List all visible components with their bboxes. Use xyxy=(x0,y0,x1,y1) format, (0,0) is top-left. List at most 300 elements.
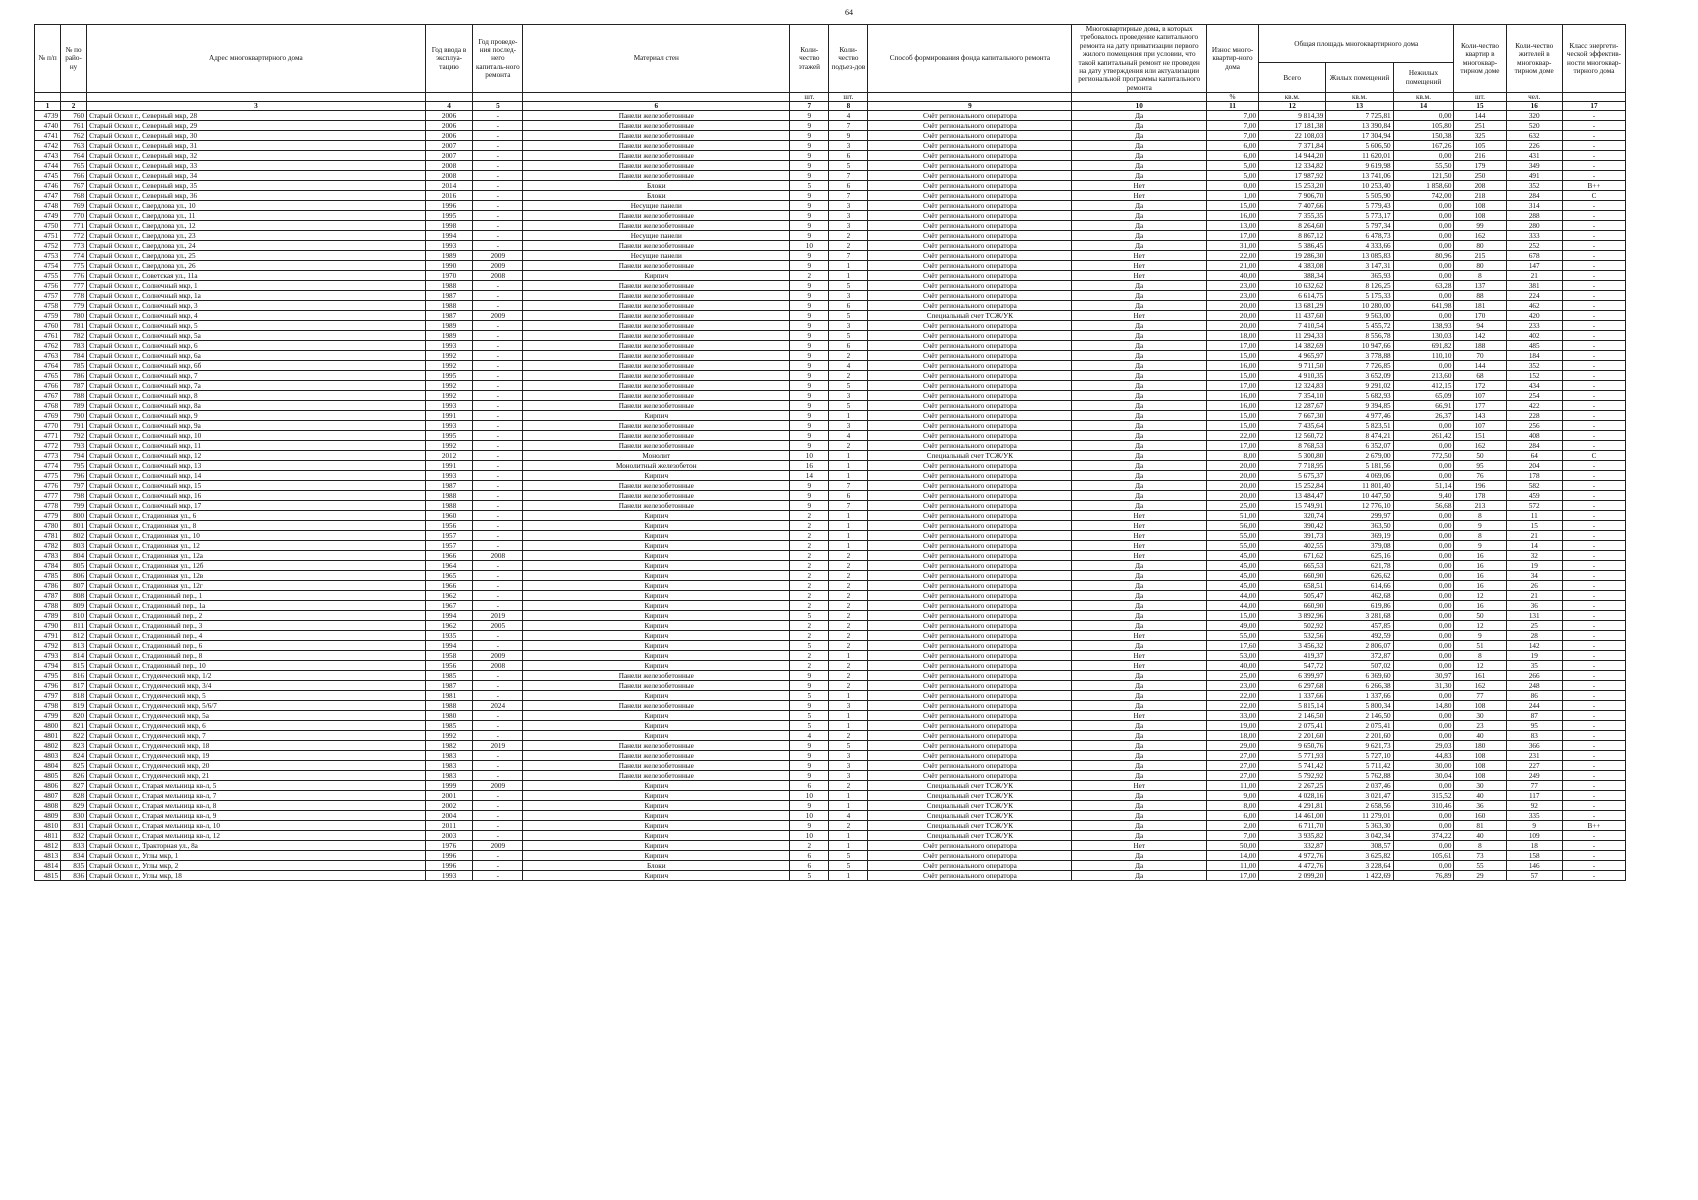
cell-fund-method: Счёт регионального оператора xyxy=(868,441,1072,451)
cell-entrances: 3 xyxy=(829,391,868,401)
cell-wear: 5,00 xyxy=(1206,161,1258,171)
cell-district-number: 829 xyxy=(61,801,87,811)
table-row xyxy=(35,191,1626,201)
table-row xyxy=(35,521,1626,531)
cell-entrances: 3 xyxy=(829,221,868,231)
cell-entrances: 3 xyxy=(829,701,868,711)
cell-area-nonresidential: 30,97 xyxy=(1393,671,1454,681)
cell-year-built: 2012 xyxy=(425,451,473,461)
cell-year-built: 1967 xyxy=(425,601,473,611)
cell-wear: 25,00 xyxy=(1206,501,1258,511)
cell-address: Старый Оскол г., Северный мкр, 29 xyxy=(87,121,426,131)
cell-energy-class: - xyxy=(1562,461,1625,471)
cell-residents: 572 xyxy=(1506,501,1562,511)
cell-residents: 462 xyxy=(1506,301,1562,311)
cell-last-repair-year: - xyxy=(473,531,523,541)
cell-area-total: 3 456,32 xyxy=(1259,641,1326,651)
cell-last-repair-year: - xyxy=(473,501,523,511)
cell-entrances: 2 xyxy=(829,551,868,561)
header-row-number: № п/п xyxy=(35,25,61,93)
cell-address: Старый Оскол г., Стадионная ул., 12 xyxy=(87,541,426,551)
cell-area-residential: 625,16 xyxy=(1326,551,1393,561)
cell-district-number: 791 xyxy=(61,421,87,431)
cell-residents: 632 xyxy=(1506,131,1562,141)
cell-last-repair-year: - xyxy=(473,491,523,501)
cell-entrances: 6 xyxy=(829,341,868,351)
cell-area-nonresidential: 0,00 xyxy=(1393,621,1454,631)
cell-apartments: 144 xyxy=(1454,361,1506,371)
cell-area-nonresidential: 0,00 xyxy=(1393,711,1454,721)
cell-address: Старый Оскол г., Солнечный мкр, 9 xyxy=(87,411,426,421)
cell-year-built: 1958 xyxy=(425,651,473,661)
cell-area-total: 5 300,80 xyxy=(1259,451,1326,461)
cell-district-number: 768 xyxy=(61,191,87,201)
cell-address: Старый Оскол г., Северный мкр, 32 xyxy=(87,151,426,161)
cell-entrances: 6 xyxy=(829,301,868,311)
cell-area-residential: 5 762,88 xyxy=(1326,771,1393,781)
cell-area-total: 9 711,50 xyxy=(1259,361,1326,371)
cell-wear: 23,00 xyxy=(1206,681,1258,691)
cell-area-residential: 2 806,07 xyxy=(1326,641,1393,651)
cell-fund-method: Счёт регионального оператора xyxy=(868,461,1072,471)
cell-wall-material: Кирпич xyxy=(523,791,790,801)
cell-area-nonresidential: 80,96 xyxy=(1393,251,1454,261)
cell-energy-class: - xyxy=(1562,711,1625,721)
cell-wear: 6,00 xyxy=(1206,141,1258,151)
cell-area-total: 4 028,16 xyxy=(1259,791,1326,801)
cell-year-built: 1993 xyxy=(425,241,473,251)
cell-district-number: 770 xyxy=(61,211,87,221)
cell-wall-material: Кирпич xyxy=(523,711,790,721)
cell-entrances: 2 xyxy=(829,661,868,671)
cell-row-number: 4769 xyxy=(35,411,61,421)
table-row xyxy=(35,421,1626,431)
cell-address: Старый Оскол г., Студенческий мкр, 5/6/7 xyxy=(87,701,426,711)
cell-area-residential: 369,19 xyxy=(1326,531,1393,541)
cell-address: Старый Оскол г., Солнечный мкр, 10 xyxy=(87,431,426,441)
cell-wear: 1,00 xyxy=(1206,191,1258,201)
cell-area-total: 7 407,66 xyxy=(1259,201,1326,211)
cell-district-number: 765 xyxy=(61,161,87,171)
cell-floors: 6 xyxy=(790,861,829,871)
cell-last-repair-year: - xyxy=(473,211,523,221)
cell-area-residential: 11 620,01 xyxy=(1326,151,1393,161)
cell-wear: 15,00 xyxy=(1206,611,1258,621)
cell-area-total: 419,37 xyxy=(1259,651,1326,661)
cell-residents: 109 xyxy=(1506,831,1562,841)
cell-wall-material: Панели железобетонные xyxy=(523,321,790,331)
cell-wall-material: Панели железобетонные xyxy=(523,431,790,441)
cell-wall-material: Кирпич xyxy=(523,581,790,591)
column-number: 1 xyxy=(35,102,61,111)
cell-floors: 5 xyxy=(790,181,829,191)
cell-entrances: 2 xyxy=(829,621,868,631)
cell-year-built: 1989 xyxy=(425,321,473,331)
cell-entrances: 1 xyxy=(829,471,868,481)
cell-area-residential: 5 455,72 xyxy=(1326,321,1393,331)
cell-area-nonresidential: 772,50 xyxy=(1393,451,1454,461)
cell-address: Старый Оскол г., Солнечный мкр, 6а xyxy=(87,351,426,361)
cell-area-total: 14 944,20 xyxy=(1259,151,1326,161)
cell-energy-class: - xyxy=(1562,871,1625,881)
cell-area-nonresidential: 0,00 xyxy=(1393,641,1454,651)
cell-address: Старый Оскол г., Студенческий мкр, 7 xyxy=(87,731,426,741)
table-row xyxy=(35,121,1626,131)
cell-address: Старый Оскол г., Солнечный мкр, 11 xyxy=(87,441,426,451)
cell-wall-material: Кирпич xyxy=(523,551,790,561)
cell-fund-method: Счёт регионального оператора xyxy=(868,611,1072,621)
table-row xyxy=(35,641,1626,651)
cell-address: Старый Оскол г., Студенческий мкр, 19 xyxy=(87,751,426,761)
cell-entrances: 2 xyxy=(829,591,868,601)
cell-row-number: 4770 xyxy=(35,421,61,431)
cell-floors: 9 xyxy=(790,311,829,321)
cell-wall-material: Панели железобетонные xyxy=(523,671,790,681)
cell-energy-class: - xyxy=(1562,311,1625,321)
cell-area-total: 7 410,54 xyxy=(1259,321,1326,331)
cell-floors: 9 xyxy=(790,171,829,181)
cell-area-total: 12 324,83 xyxy=(1259,381,1326,391)
cell-energy-class: - xyxy=(1562,111,1625,121)
cell-area-total: 5 675,37 xyxy=(1259,471,1326,481)
column-number: 16 xyxy=(1506,102,1562,111)
cell-address: Старый Оскол г., Стадионный пер., 8 xyxy=(87,651,426,661)
cell-year-built: 2008 xyxy=(425,161,473,171)
cell-address: Старый Оскол г., Солнечный мкр, 16 xyxy=(87,491,426,501)
cell-row-number: 4803 xyxy=(35,751,61,761)
cell-address: Старый Оскол г., Студенческий мкр, 5 xyxy=(87,691,426,701)
cell-area-residential: 4 977,46 xyxy=(1326,411,1393,421)
cell-repair-required: Нет xyxy=(1072,531,1207,541)
cell-area-residential: 17 304,94 xyxy=(1326,131,1393,141)
cell-area-total: 12 287,67 xyxy=(1259,401,1326,411)
cell-apartments: 172 xyxy=(1454,381,1506,391)
cell-row-number: 4800 xyxy=(35,721,61,731)
cell-floors: 2 xyxy=(790,541,829,551)
table-header xyxy=(35,25,1626,111)
cell-wall-material: Блоки xyxy=(523,861,790,871)
cell-repair-required: Нет xyxy=(1072,781,1207,791)
table-row xyxy=(35,281,1626,291)
cell-entrances: 7 xyxy=(829,251,868,261)
table-row xyxy=(35,471,1626,481)
cell-year-built: 1992 xyxy=(425,731,473,741)
cell-fund-method: Счёт регионального оператора xyxy=(868,371,1072,381)
cell-apartments: 196 xyxy=(1454,481,1506,491)
cell-row-number: 4756 xyxy=(35,281,61,291)
cell-floors: 9 xyxy=(790,671,829,681)
table-row xyxy=(35,731,1626,741)
cell-residents: 57 xyxy=(1506,871,1562,881)
cell-fund-method: Счёт регионального оператора xyxy=(868,401,1072,411)
cell-year-built: 1962 xyxy=(425,591,473,601)
cell-year-built: 1987 xyxy=(425,291,473,301)
cell-district-number: 826 xyxy=(61,771,87,781)
column-number: 7 xyxy=(790,102,829,111)
cell-area-nonresidential: 138,93 xyxy=(1393,321,1454,331)
cell-wall-material: Кирпич xyxy=(523,871,790,881)
cell-energy-class: - xyxy=(1562,631,1625,641)
cell-apartments: 108 xyxy=(1454,751,1506,761)
cell-wear: 17,00 xyxy=(1206,381,1258,391)
column-number: 12 xyxy=(1259,102,1326,111)
table-row xyxy=(35,871,1626,881)
cell-wear: 7,00 xyxy=(1206,131,1258,141)
cell-repair-required: Нет xyxy=(1072,261,1207,271)
cell-wear: 51,00 xyxy=(1206,511,1258,521)
cell-address: Старый Оскол г., Солнечный мкр, 6 xyxy=(87,341,426,351)
cell-area-total: 4 965,97 xyxy=(1259,351,1326,361)
cell-year-built: 1995 xyxy=(425,371,473,381)
cell-floors: 9 xyxy=(790,321,829,331)
cell-year-built: 1983 xyxy=(425,751,473,761)
cell-area-residential: 10 447,50 xyxy=(1326,491,1393,501)
cell-entrances: 5 xyxy=(829,401,868,411)
cell-district-number: 800 xyxy=(61,511,87,521)
cell-address: Старый Оскол г., Стадионная ул., 6 xyxy=(87,511,426,521)
cell-address: Старый Оскол г., Старая мельница кв-л, 5 xyxy=(87,781,426,791)
cell-repair-required: Да xyxy=(1072,801,1207,811)
cell-repair-required: Да xyxy=(1072,231,1207,241)
cell-residents: 288 xyxy=(1506,211,1562,221)
cell-area-total: 9 650,76 xyxy=(1259,741,1326,751)
cell-district-number: 797 xyxy=(61,481,87,491)
cell-repair-required: Нет xyxy=(1072,191,1207,201)
unit-area-residential: кв.м. xyxy=(1326,93,1393,102)
cell-area-total: 1 337,66 xyxy=(1259,691,1326,701)
cell-area-residential: 5 606,50 xyxy=(1326,141,1393,151)
cell-wall-material: Кирпич xyxy=(523,631,790,641)
cell-apartments: 325 xyxy=(1454,131,1506,141)
cell-district-number: 782 xyxy=(61,331,87,341)
cell-last-repair-year: - xyxy=(473,441,523,451)
cell-last-repair-year: - xyxy=(473,851,523,861)
table-row xyxy=(35,461,1626,471)
cell-entrances: 1 xyxy=(829,271,868,281)
cell-floors: 2 xyxy=(790,581,829,591)
cell-year-built: 2016 xyxy=(425,191,473,201)
cell-area-nonresidential: 0,00 xyxy=(1393,821,1454,831)
cell-last-repair-year: - xyxy=(473,171,523,181)
cell-repair-required: Да xyxy=(1072,351,1207,361)
cell-repair-required: Нет xyxy=(1072,251,1207,261)
cell-address: Старый Оскол г., Северный мкр, 33 xyxy=(87,161,426,171)
cell-repair-required: Да xyxy=(1072,161,1207,171)
cell-wear: 55,00 xyxy=(1206,531,1258,541)
cell-address: Старый Оскол г., Старая мельница кв-л, 7 xyxy=(87,791,426,801)
cell-wall-material: Кирпич xyxy=(523,411,790,421)
cell-fund-method: Счёт регионального оператора xyxy=(868,481,1072,491)
cell-year-built: 1957 xyxy=(425,541,473,551)
cell-area-total: 14 382,69 xyxy=(1259,341,1326,351)
cell-residents: 249 xyxy=(1506,771,1562,781)
cell-energy-class: - xyxy=(1562,251,1625,261)
cell-year-built: 2006 xyxy=(425,121,473,131)
cell-wall-material: Панели железобетонные xyxy=(523,131,790,141)
cell-energy-class: - xyxy=(1562,641,1625,651)
cell-wear: 25,00 xyxy=(1206,671,1258,681)
cell-wear: 13,00 xyxy=(1206,221,1258,231)
cell-repair-required: Да xyxy=(1072,281,1207,291)
register-sheet xyxy=(34,24,1626,881)
cell-entrances: 5 xyxy=(829,381,868,391)
cell-residents: 352 xyxy=(1506,181,1562,191)
cell-residents: 402 xyxy=(1506,331,1562,341)
cell-floors: 9 xyxy=(790,261,829,271)
cell-area-residential: 5 181,56 xyxy=(1326,461,1393,471)
cell-residents: 25 xyxy=(1506,621,1562,631)
cell-apartments: 144 xyxy=(1454,111,1506,121)
cell-area-total: 505,47 xyxy=(1259,591,1326,601)
cell-entrances: 4 xyxy=(829,431,868,441)
header-area-nonresidential: Нежилых помещений xyxy=(1393,63,1454,93)
table-row xyxy=(35,231,1626,241)
cell-row-number: 4805 xyxy=(35,771,61,781)
header-residents: Коли-чество жителей в многоквар-тирном доме xyxy=(1506,25,1562,93)
cell-entrances: 6 xyxy=(829,181,868,191)
cell-energy-class: - xyxy=(1562,611,1625,621)
cell-fund-method: Счёт регионального оператора xyxy=(868,661,1072,671)
cell-floors: 2 xyxy=(790,841,829,851)
cell-floors: 9 xyxy=(790,421,829,431)
cell-wall-material: Кирпич xyxy=(523,471,790,481)
cell-fund-method: Счёт регионального оператора xyxy=(868,321,1072,331)
cell-wear: 15,00 xyxy=(1206,411,1258,421)
cell-district-number: 787 xyxy=(61,381,87,391)
cell-row-number: 4786 xyxy=(35,581,61,591)
cell-address: Старый Оскол г., Солнечный мкр, 6б xyxy=(87,361,426,371)
cell-area-total: 671,62 xyxy=(1259,551,1326,561)
cell-area-residential: 5 363,30 xyxy=(1326,821,1393,831)
cell-repair-required: Да xyxy=(1072,491,1207,501)
cell-fund-method: Счёт регионального оператора xyxy=(868,691,1072,701)
cell-wear: 55,00 xyxy=(1206,631,1258,641)
column-number: 5 xyxy=(473,102,523,111)
cell-year-built: 2006 xyxy=(425,131,473,141)
cell-residents: 485 xyxy=(1506,341,1562,351)
cell-wear: 16,00 xyxy=(1206,401,1258,411)
cell-area-nonresidential: 0,00 xyxy=(1393,511,1454,521)
cell-area-residential: 5 711,42 xyxy=(1326,761,1393,771)
cell-fund-method: Счёт регионального оператора xyxy=(868,651,1072,661)
column-number: 11 xyxy=(1206,102,1258,111)
cell-fund-method: Счёт регионального оператора xyxy=(868,351,1072,361)
cell-wall-material: Панели железобетонные xyxy=(523,301,790,311)
column-numbers-row xyxy=(35,102,1626,111)
cell-wear: 23,00 xyxy=(1206,291,1258,301)
cell-district-number: 805 xyxy=(61,561,87,571)
cell-wear: 27,00 xyxy=(1206,751,1258,761)
cell-residents: 280 xyxy=(1506,221,1562,231)
cell-energy-class: - xyxy=(1562,551,1625,561)
cell-area-residential: 1 422,69 xyxy=(1326,871,1393,881)
cell-wear: 22,00 xyxy=(1206,431,1258,441)
cell-row-number: 4814 xyxy=(35,861,61,871)
cell-year-built: 1989 xyxy=(425,251,473,261)
cell-area-nonresidential: 0,00 xyxy=(1393,461,1454,471)
cell-floors: 10 xyxy=(790,811,829,821)
cell-area-total: 2 075,41 xyxy=(1259,721,1326,731)
cell-year-built: 1983 xyxy=(425,771,473,781)
cell-wear: 22,00 xyxy=(1206,251,1258,261)
cell-energy-class: - xyxy=(1562,381,1625,391)
cell-residents: 228 xyxy=(1506,411,1562,421)
cell-row-number: 4809 xyxy=(35,811,61,821)
cell-residents: 147 xyxy=(1506,261,1562,271)
cell-energy-class: - xyxy=(1562,851,1625,861)
cell-row-number: 4748 xyxy=(35,201,61,211)
cell-area-total: 402,55 xyxy=(1259,541,1326,551)
cell-apartments: 8 xyxy=(1454,511,1506,521)
cell-wall-material: Панели железобетонные xyxy=(523,341,790,351)
cell-area-total: 2 146,50 xyxy=(1259,711,1326,721)
cell-district-number: 813 xyxy=(61,641,87,651)
cell-area-residential: 9 619,98 xyxy=(1326,161,1393,171)
table-row xyxy=(35,141,1626,151)
cell-energy-class: - xyxy=(1562,441,1625,451)
cell-row-number: 4741 xyxy=(35,131,61,141)
cell-area-nonresidential: 110,10 xyxy=(1393,351,1454,361)
cell-repair-required: Да xyxy=(1072,761,1207,771)
cell-year-built: 1981 xyxy=(425,691,473,701)
cell-district-number: 785 xyxy=(61,361,87,371)
cell-residents: 19 xyxy=(1506,561,1562,571)
cell-row-number: 4773 xyxy=(35,451,61,461)
cell-year-built: 1989 xyxy=(425,331,473,341)
cell-wall-material: Кирпич xyxy=(523,781,790,791)
cell-last-repair-year: - xyxy=(473,161,523,171)
cell-area-total: 2 099,20 xyxy=(1259,871,1326,881)
cell-area-total: 7 354,10 xyxy=(1259,391,1326,401)
cell-district-number: 827 xyxy=(61,781,87,791)
cell-last-repair-year: - xyxy=(473,431,523,441)
cell-area-residential: 457,85 xyxy=(1326,621,1393,631)
cell-area-residential: 3 652,09 xyxy=(1326,371,1393,381)
cell-residents: 34 xyxy=(1506,571,1562,581)
cell-apartments: 16 xyxy=(1454,571,1506,581)
cell-residents: 83 xyxy=(1506,731,1562,741)
cell-area-residential: 462,68 xyxy=(1326,591,1393,601)
cell-year-built: 1993 xyxy=(425,471,473,481)
cell-wall-material: Панели железобетонные xyxy=(523,441,790,451)
cell-area-total: 15 253,20 xyxy=(1259,181,1326,191)
cell-fund-method: Счёт регионального оператора xyxy=(868,381,1072,391)
cell-floors: 9 xyxy=(790,301,829,311)
cell-repair-required: Да xyxy=(1072,301,1207,311)
cell-address: Старый Оскол г., Стадионный пер., 10 xyxy=(87,661,426,671)
cell-wear: 8,00 xyxy=(1206,451,1258,461)
cell-energy-class: - xyxy=(1562,801,1625,811)
cell-entrances: 3 xyxy=(829,321,868,331)
table-row xyxy=(35,201,1626,211)
cell-row-number: 4759 xyxy=(35,311,61,321)
cell-last-repair-year: - xyxy=(473,761,523,771)
cell-district-number: 798 xyxy=(61,491,87,501)
cell-area-total: 3 935,82 xyxy=(1259,831,1326,841)
cell-repair-required: Да xyxy=(1072,571,1207,581)
cell-apartments: 80 xyxy=(1454,241,1506,251)
cell-last-repair-year: - xyxy=(473,451,523,461)
cell-residents: 459 xyxy=(1506,491,1562,501)
cell-year-built: 1964 xyxy=(425,561,473,571)
cell-address: Старый Оскол г., Солнечный мкр, 4 xyxy=(87,311,426,321)
table-row xyxy=(35,321,1626,331)
cell-entrances: 7 xyxy=(829,191,868,201)
cell-apartments: 251 xyxy=(1454,121,1506,131)
cell-area-residential: 2 075,41 xyxy=(1326,721,1393,731)
cell-wear: 33,00 xyxy=(1206,711,1258,721)
cell-repair-required: Да xyxy=(1072,471,1207,481)
